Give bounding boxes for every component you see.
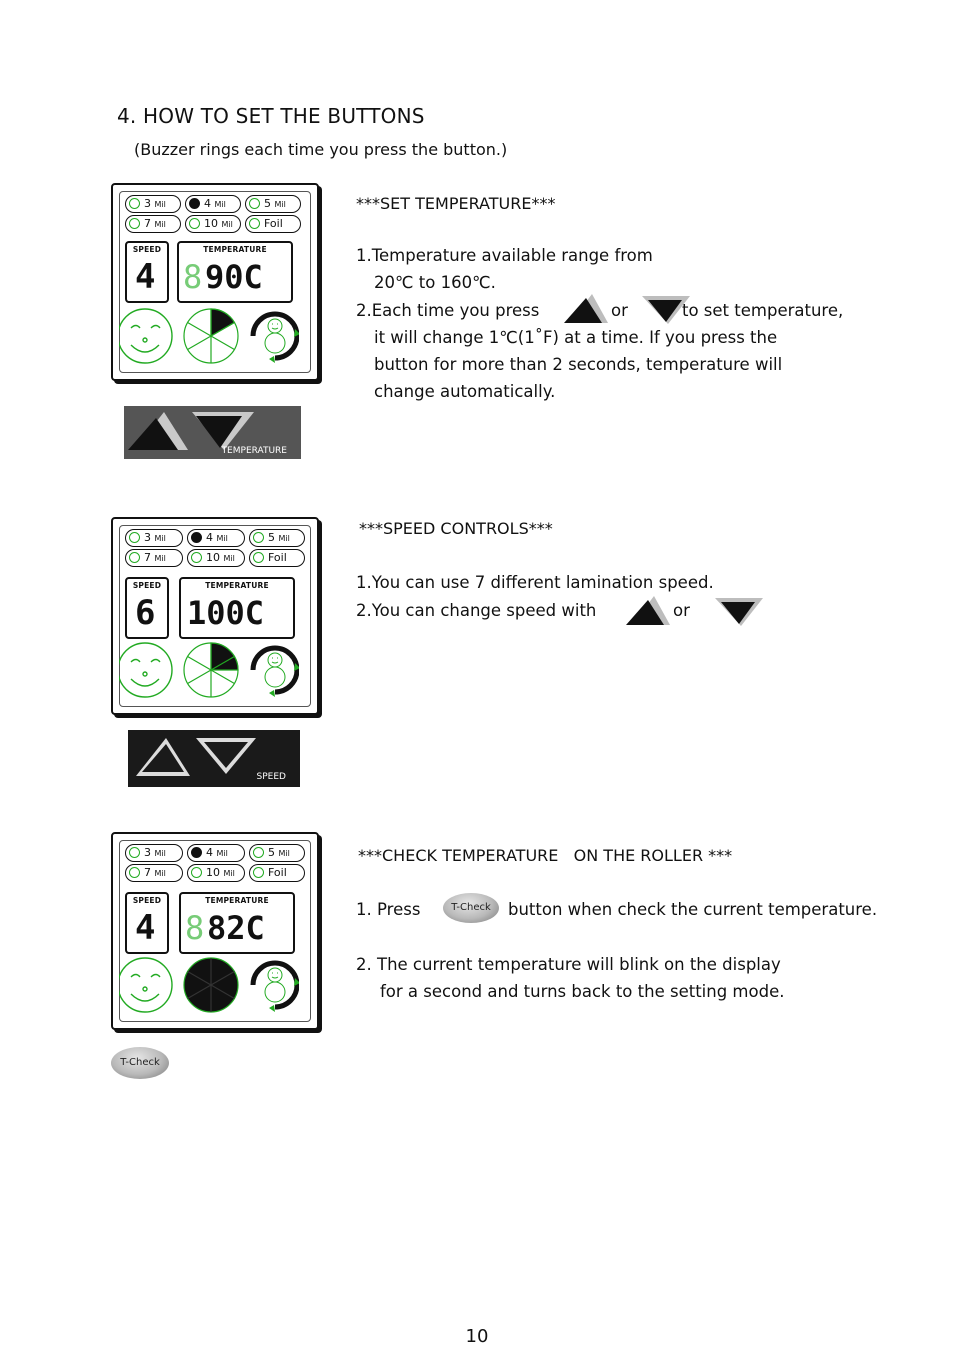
sun-led-icon xyxy=(191,847,202,858)
snowman-cycle-icon xyxy=(253,314,299,363)
mil-5-indicator: 5 Mil xyxy=(249,529,305,547)
speed-display: SPEED 4 xyxy=(125,241,169,303)
progress-pie-icon xyxy=(184,643,238,697)
check-line-1: 1. Press xyxy=(356,900,421,919)
smiley-icon xyxy=(119,958,172,1012)
status-icons xyxy=(119,305,299,367)
speed-display: SPEED 6 xyxy=(125,577,169,639)
progress-pie-icon xyxy=(184,309,238,363)
mil-7-indicator: 7 Mil xyxy=(125,549,183,567)
temp-line-2: 20℃ to 160℃. xyxy=(374,273,496,292)
speed-line-2: 2.You can change speed with xyxy=(356,601,597,620)
status-icons xyxy=(119,639,299,701)
check-temperature-heading: ***CHECK TEMPERATURE ON THE ROLLER *** xyxy=(358,846,733,865)
smiley-icon xyxy=(119,643,172,697)
mil-5-indicator: 5 Mil xyxy=(249,844,305,862)
temp-line-3-end: to set temperature, xyxy=(682,301,844,320)
t-check-inline-icon: T-Check xyxy=(443,893,499,923)
display-panel-check xyxy=(111,832,319,1030)
foil-indicator: Foil xyxy=(249,549,305,567)
display-panel-temperature xyxy=(111,183,319,381)
foil-indicator: Foil xyxy=(245,215,301,233)
temperature-display: TEMPERATURE 8 90C xyxy=(177,241,293,303)
speed-button-strip[interactable] xyxy=(128,730,300,787)
check-line-2: 2. The current temperature will blink on the display xyxy=(356,955,781,974)
t-check-button[interactable]: T-Check xyxy=(111,1047,169,1079)
sun-led-icon xyxy=(189,198,200,209)
mil-4-indicator: 4 Mil xyxy=(185,195,241,213)
temperature-strip-label: TEMPERATURE xyxy=(221,446,287,456)
temp-line-4: it will change 1℃(1˚F) at a time. If you press the xyxy=(374,328,778,347)
temperature-button-strip[interactable] xyxy=(124,406,301,459)
set-temperature-heading: ***SET TEMPERATURE*** xyxy=(356,194,556,213)
up-arrow-icon xyxy=(562,292,612,326)
mil-7-indicator: 7 Mil xyxy=(125,864,183,882)
sun-led-icon xyxy=(191,532,202,543)
snowman-cycle-icon xyxy=(253,648,299,697)
check-line-3: for a second and turns back to the setting mode. xyxy=(380,982,785,1001)
temp-line-3: 2.Each time you press xyxy=(356,301,540,320)
section-title: 4. HOW TO SET THE BUTTONS xyxy=(117,104,425,128)
mil-3-indicator: 3 Mil xyxy=(125,844,183,862)
mil-4-indicator: 4 Mil xyxy=(187,844,245,862)
speed-line-2-or: or xyxy=(673,601,690,620)
mil-10-indicator: 10 Mil xyxy=(187,549,245,567)
mil-5-indicator: 5 Mil xyxy=(245,195,301,213)
temp-line-1: 1.Temperature available range from xyxy=(356,246,653,265)
speed-strip-label: SPEED xyxy=(256,772,286,782)
progress-pie-icon xyxy=(184,958,238,1012)
temp-line-5: button for more than 2 seconds, temperature will xyxy=(374,355,783,374)
temp-line-3-or: or xyxy=(611,301,628,320)
mil-3-indicator: 3 Mil xyxy=(125,529,183,547)
display-panel-speed xyxy=(111,517,319,715)
status-icons xyxy=(119,954,299,1016)
subtitle: (Buzzer rings each time you press the button.) xyxy=(134,140,508,159)
page-number: 10 xyxy=(465,1326,489,1347)
up-arrow-icon xyxy=(624,594,674,628)
speed-line-1: 1.You can use 7 different lamination speed. xyxy=(356,573,714,592)
check-line-1-end: button when check the current temperature. xyxy=(508,900,878,919)
temperature-display: TEMPERATURE 100C xyxy=(179,577,295,639)
mil-3-indicator: 3 Mil xyxy=(125,195,181,213)
speed-display: SPEED 4 xyxy=(125,892,169,954)
mil-10-indicator: 10 Mil xyxy=(185,215,241,233)
mil-4-indicator: 4 Mil xyxy=(187,529,245,547)
smiley-icon xyxy=(119,309,172,363)
foil-indicator: Foil xyxy=(249,864,305,882)
snowman-cycle-icon xyxy=(253,963,299,1012)
down-arrow-icon xyxy=(713,596,765,628)
temp-line-6: change automatically. xyxy=(374,382,556,401)
speed-controls-heading: ***SPEED CONTROLS*** xyxy=(359,519,553,538)
mil-10-indicator: 10 Mil xyxy=(187,864,245,882)
temperature-display: TEMPERATURE 8 82C xyxy=(179,892,295,954)
mil-7-indicator: 7 Mil xyxy=(125,215,181,233)
